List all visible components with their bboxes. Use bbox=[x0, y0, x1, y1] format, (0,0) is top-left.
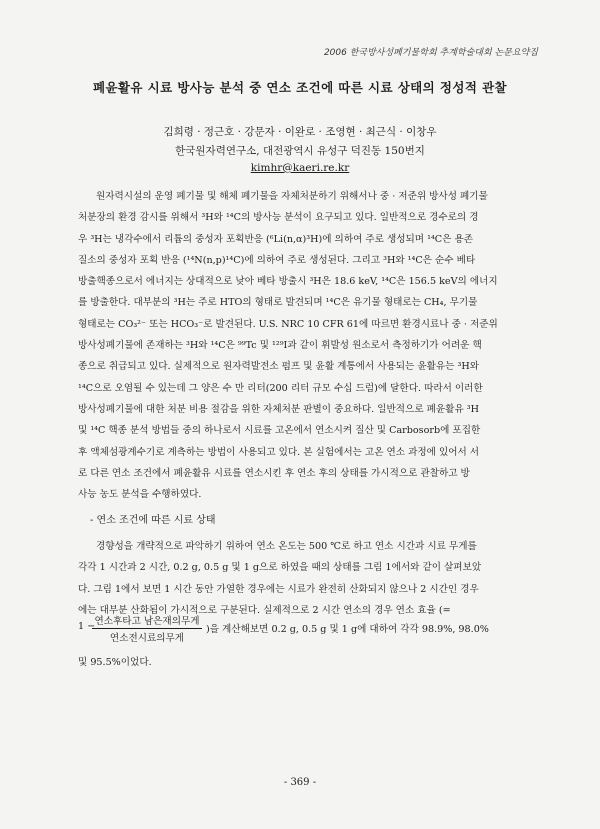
paragraph-line: 를 방출한다. 대부분의 ³H는 주로 HTO의 형태로 발견되며 ¹⁴C은 유기물 형태로는 CH₄, 무기물 bbox=[78, 297, 478, 309]
email-link[interactable]: kimhr@kaeri.re.kr bbox=[250, 162, 350, 174]
paragraph-last-line: 및 95.5%이었다. bbox=[78, 657, 152, 668]
paragraph-line: 원자력시설의 운영 폐기물 및 해체 폐기물을 자체처분하기 위해서나 중 · 저준위 방사성 폐기물 bbox=[96, 191, 488, 202]
conference-header: 2006 한국방사성폐기물학회 추계학술대회 논문요약집 bbox=[323, 48, 538, 58]
paragraph-line: 경향성을 개략적으로 파악하기 위하여 연소 온도는 500 ℃로 하고 연소 시간과 시료 무게를 bbox=[96, 541, 477, 552]
paragraph-line: 로 다른 연소 조건에서 폐윤활유 시료를 연소시킨 후 연소 후의 상태를 가시적으로 관찰하고 방 bbox=[78, 467, 470, 479]
paragraph-line: 방사성폐기물에 존재하는 ³H와 ¹⁴C은 ⁹⁹Tc 및 ¹²⁹I과 같이 휘발성 원소로서 측정하기가 어려운 핵 bbox=[78, 340, 482, 352]
paragraph-line: 후 액체섬광계수기로 계측하는 방법이 사용되고 있다. 본 실험에서는 고온 연소 과정에 있어서 서 bbox=[78, 446, 480, 458]
paragraph-line: 형태로는 CO₃²⁻ 또는 HCO₃⁻로 발견된다. U.S. NRC 10 CFR 61에 따르면 환경시료나 중 · 저준위 bbox=[78, 318, 498, 330]
formula-denominator: 연소전시료의무게 bbox=[109, 633, 185, 644]
paragraph-line: 사능 농도 분석을 수행하였다. bbox=[78, 489, 202, 501]
paragraph-line: 처분장의 환경 감시를 위해서 ³H와 ¹⁴C의 방사능 분석이 요구되고 있다. 일반적으로 경수로의 경 bbox=[78, 212, 479, 224]
paragraph-line: 에는 대부분 산화됨이 가시적으로 구분된다. 실제적으로 2 시간 연소의 경우 연소 효율 (= bbox=[78, 604, 451, 616]
author-list: 김희령 · 정근호 · 강문자 · 이완로 · 조영현 · 최근식 · 이창우 bbox=[163, 126, 437, 138]
body-paragraph-1 bbox=[78, 186, 530, 505]
paragraph-line: 종으로 취급되고 있다. 실제적으로 원자력발전소 펌프 및 윤활 계통에서 사용되는 윤활유는 ³H와 bbox=[78, 361, 479, 373]
paragraph-line: 각각 1 시간과 2 시간, 0.2 g, 0.5 g 및 1 g으로 하였을 때의 상태를 그림 1에서와 같이 살펴보았 bbox=[78, 562, 482, 574]
body-paragraph-2 bbox=[78, 536, 530, 621]
formula-tail: )을 계산해보면 0.2 g, 0.5 g 및 1 g에 대하여 각각 98.9%, 98.0% bbox=[206, 624, 489, 635]
paragraph-line: 방사성폐기물에 대한 처분 비용 절감을 위한 자체처분 판별이 중요하다. 일반적으로 폐윤활유 ³H bbox=[78, 403, 479, 415]
formula-one-minus: 1 − bbox=[78, 621, 96, 632]
paragraph-line: 방출핵종으로서 에너지는 상대적으로 낮아 베타 방출시 ³H은 18.6 keV, ¹⁴C은 156.5 keV의 에너지 bbox=[78, 276, 498, 288]
efficiency-formula bbox=[78, 613, 530, 643]
paragraph-line: 우 ³H는 냉각수에서 리튬의 중성자 포획반응 (⁶Li(n,α)³H)에 의하여 주로 생성되며 ¹⁴C은 용존 bbox=[78, 233, 473, 245]
paper-title: 폐윤활유 시료 방사능 분석 중 연소 조건에 따른 시료 상태의 정성적 관찰 bbox=[92, 80, 508, 95]
affiliation: 한국원자력연구소, 대전광역시 유성구 덕진동 150번지 bbox=[175, 145, 425, 157]
paragraph-line: 질소의 중성자 포획 반응 (¹⁴N(n,p)¹⁴C)에 의하여 주로 생성된다. 그리고 ³H와 ¹⁴C은 순수 베타 bbox=[78, 254, 476, 266]
formula-numerator: 연소후타고 남은재의무게 bbox=[92, 613, 202, 629]
section-heading: - 연소 조건에 따른 시료 상태 bbox=[90, 515, 216, 526]
page-number: - 369 - bbox=[283, 777, 317, 788]
formula-fraction bbox=[92, 613, 202, 644]
paragraph-line: 다. 그림 1에서 보면 1 시간 동안 가열한 경우에는 시료가 완전히 산화되지 않으나 2 시간인 경우 bbox=[78, 583, 479, 595]
paragraph-line: ¹⁴C으로 오염될 수 있는데 그 양은 수 만 리터(200 리터 규모 수십 드럼)에 달한다. 따라서 이러한 bbox=[78, 382, 483, 394]
paragraph-line: 및 ¹⁴C 핵종 분석 방법들 중의 하나로서 시료를 고온에서 연소시켜 질산 및 Carbosorb에 포집한 bbox=[78, 425, 481, 437]
